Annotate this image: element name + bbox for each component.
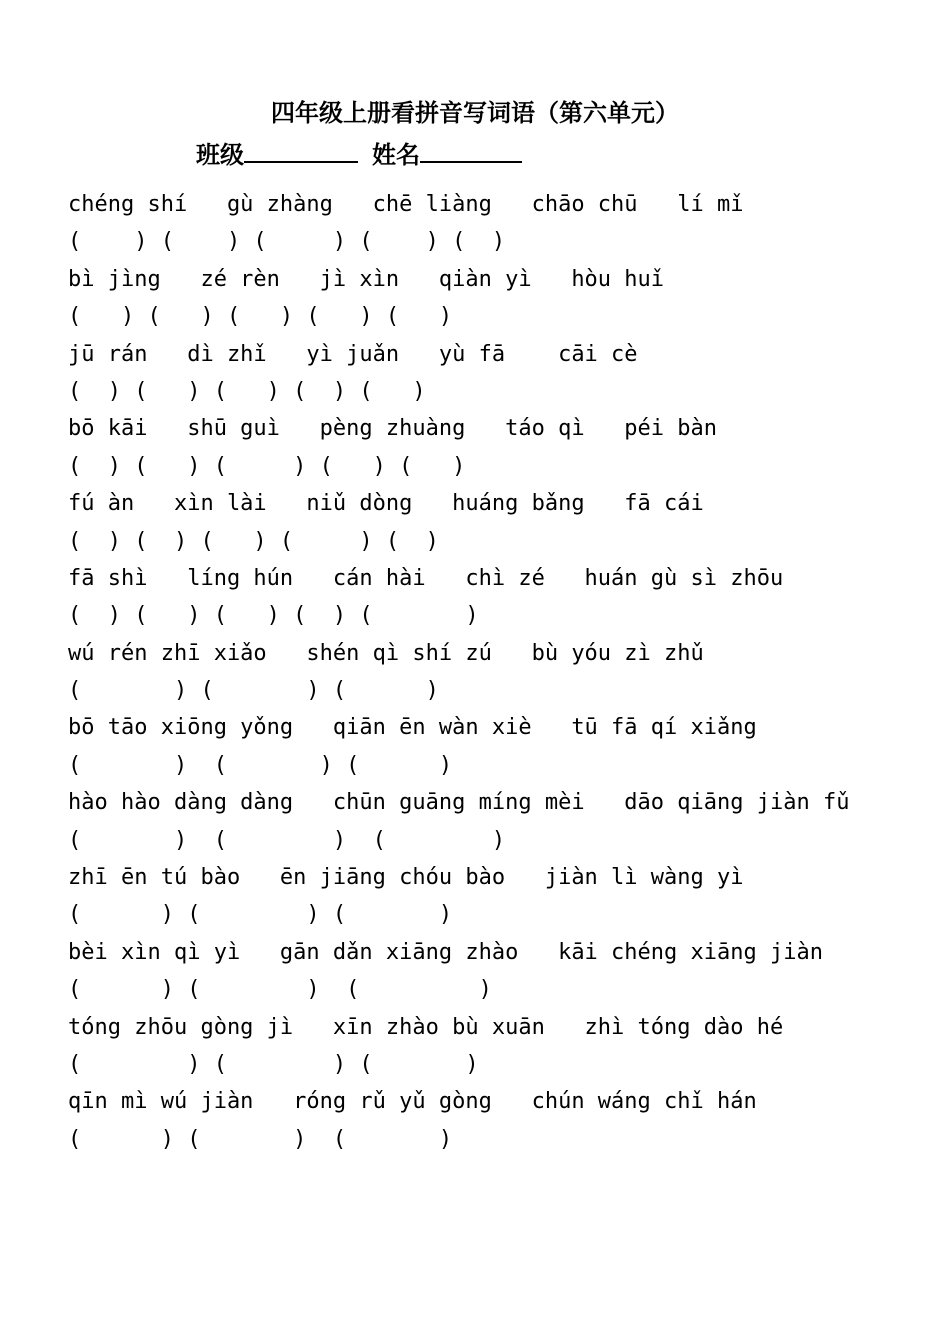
pinyin-row: wú rén zhī xiǎo shén qì shí zú bù yóu zì zhǔ [68,640,704,666]
pinyin-row: fú àn xìn lài niǔ dòng huáng bǎng fā cái [68,491,704,517]
pinyin-row: bì jìng zé rèn jì xìn qiàn yì hòu huǐ [68,266,665,292]
pinyin-row: bèi xìn qì yì gān dǎn xiāng zhào kāi chéng xiāng jiàn [68,939,823,965]
answer-brackets-row[interactable]: ( ) ( ) ( ) [68,977,492,1003]
answer-brackets-row[interactable]: ( ) ( ) ( ) [68,1051,479,1077]
pinyin-row: tóng zhōu gòng jì xīn zhào bù xuān zhì tóng dào hé [68,1014,784,1040]
pinyin-row: hào hào dàng dàng chūn guāng míng mèi dāo qiāng jiàn fǔ [68,790,850,816]
answer-brackets-row[interactable]: ( ) ( ) ( ) ( ) ( ) [68,603,479,629]
pinyin-row: chéng shí gù zhàng chē liàng chāo chū lí mǐ [68,192,744,217]
answer-brackets-row[interactable]: ( ) ( ) ( ) ( ) ( ) [68,304,453,330]
class-label: 班级 [196,140,244,169]
pinyin-row: zhī ēn tú bào ēn jiāng chóu bào jiàn lì wàng yì [68,865,744,891]
page-title: 四年级上册看拼音写词语（第六单元） [271,98,679,127]
answer-brackets-row[interactable]: ( ) ( ) ( ) ( ) ( ) [68,453,466,479]
pinyin-row: jū rán dì zhǐ yì juǎn yù fā cāi cè [68,341,638,367]
student-info-line [196,137,536,172]
answer-brackets-row[interactable]: ( ) ( ) ( ) [68,1126,453,1152]
answer-brackets-row[interactable]: ( ) ( ) ( ) ( ) ( ) [68,378,426,404]
pinyin-row: bō tāo xiōng yǒng qiān ēn wàn xiè tū fā qí xiǎng [68,715,757,741]
name-label: 姓名 [372,140,420,169]
class-blank-field[interactable] [244,137,358,163]
answer-brackets-row[interactable]: ( ) ( ) ( ) [68,902,453,928]
answer-brackets-row[interactable]: ( ) ( ) ( ) ( ) ( ) [68,528,439,554]
pinyin-row: bō kāi shū guì pèng zhuàng táo qì péi bàn [68,416,718,442]
answer-brackets-row[interactable]: ( ) ( ) ( ) [68,752,453,778]
answer-brackets-row[interactable]: ( ) ( ) ( ) [68,827,506,853]
answer-brackets-row[interactable]: ( ) ( ) ( ) [68,678,439,704]
name-blank-field[interactable] [420,137,522,163]
pinyin-row: fā shì líng hún cán hài chì zé huán gù sì zhōu [68,565,784,591]
pinyin-row: qīn mì wú jiàn róng rǔ yǔ gòng chún wáng chǐ hán [68,1089,757,1115]
exercise-list [68,186,928,1158]
answer-brackets-row[interactable]: ( ) ( ) ( ) ( ) ( ) [68,229,506,255]
